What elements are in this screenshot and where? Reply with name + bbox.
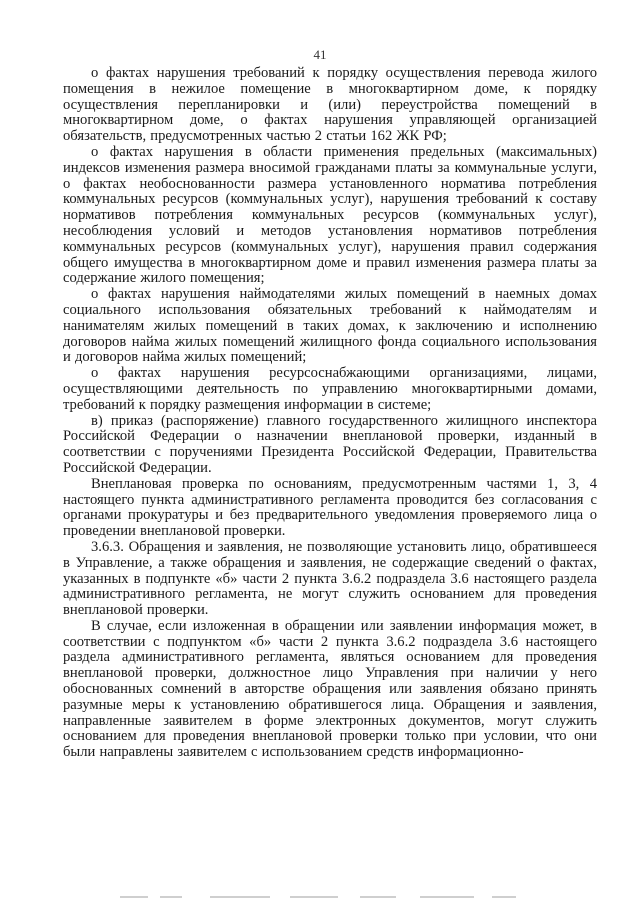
paragraph-information-disclosure-violations: о фактах нарушения ресурсоснабжающими организациями, лицами, осуществляющими деятельность по управлению многоквартирными домами, требований к порядку размещения информации в системе;: [63, 365, 597, 413]
page-number: 41: [313, 47, 327, 62]
paragraph-inspector-order: в) приказ (распоряжение) главного государственного жилищного инспектора Российской Федерации о назначении внеплановой проверки, изданный в соответствии с поручениями Президента Российской Федерации, Правительства Российской Федерации.: [63, 412, 597, 476]
paragraph-social-rental-violations: о фактах нарушения наймодателями жилых помещений в наемных домах социального использования обязательных требований к наймодателям и нанимателям жилых помещений в таких домах, к заключению и исполнению договоров найма жилых помещений жилищного фонда социального использования и договоров найма жилых помещений;: [63, 286, 597, 366]
paragraph-section-3-6-3: 3.6.3. Обращения и заявления, не позволяющие установить лицо, обратившееся в Управление, а также обращения и заявления, не содержащие сведений о фактах, указанных в подпункте «б» части 2 пункта 3.6.2 подраздела 3.6 настоящего раздела административного регламента, не могут служить основанием для проведения внеплановой проверки.: [63, 538, 597, 619]
scan-footer-marks: [120, 896, 520, 902]
paragraph-anonymous-appeals: В случае, если изложенная в обращении или заявлении информация может, в соответствии с подпунктом «б» части 2 пункта 3.6.2 подраздела 3.6 настоящего раздела административного регламента, являться основанием для проведения внеплановой проверки, должностное лицо Управления при наличии у него обоснованных сомнений в авторстве обращения или заявления обязано принять разумные меры к установлению обратившегося лица. Обращения и заявления, направленные заявителем в форме электронных документов, могут служить основанием для проведения внеплановой проверки только при условии, что они были направлены заявителем с использованием средств информационно-: [63, 617, 597, 761]
paragraph-housing-conversion-violations: о фактах нарушения требований к порядку осуществления перевода жилого помещения в нежилое помещение в многоквартирном доме, к порядку осуществления перепланировки и (или) переустройства помещений в многоквартирном доме, о фактах нарушения управляющей организацией обязательств, предусмотренных частью 2 статьи 162 ЖК РФ;: [63, 65, 597, 145]
document-body: [63, 66, 597, 761]
paragraph-unscheduled-inspection: Внеплановая проверка по основаниям, предусмотренным частями 1, 3, 4 настоящего пункта административного регламента проводится без согласования с органами прокуратуры и без предварительного уведомления проверяемого лица о проведении внеплановой проверки.: [63, 475, 597, 540]
paragraph-utility-tariff-violations: о фактах нарушения в области применения предельных (максимальных) индексов изменения размера вносимой гражданами платы за коммунальные услуги, о фактах необоснованности размера установленного норматива потребления коммунальных ресурсов (коммунальных услуг), нарушения требований к составу нормативов потребления коммунальных ресурсов (коммунальных услуг), несоблюдения условий и методов установления нормативов потребления коммунальных ресурсов (коммунальных услуг), нарушения правил содержания общего имущества в многоквартирном доме и правил изменения размера платы за содержание жилого помещения;: [63, 143, 597, 287]
